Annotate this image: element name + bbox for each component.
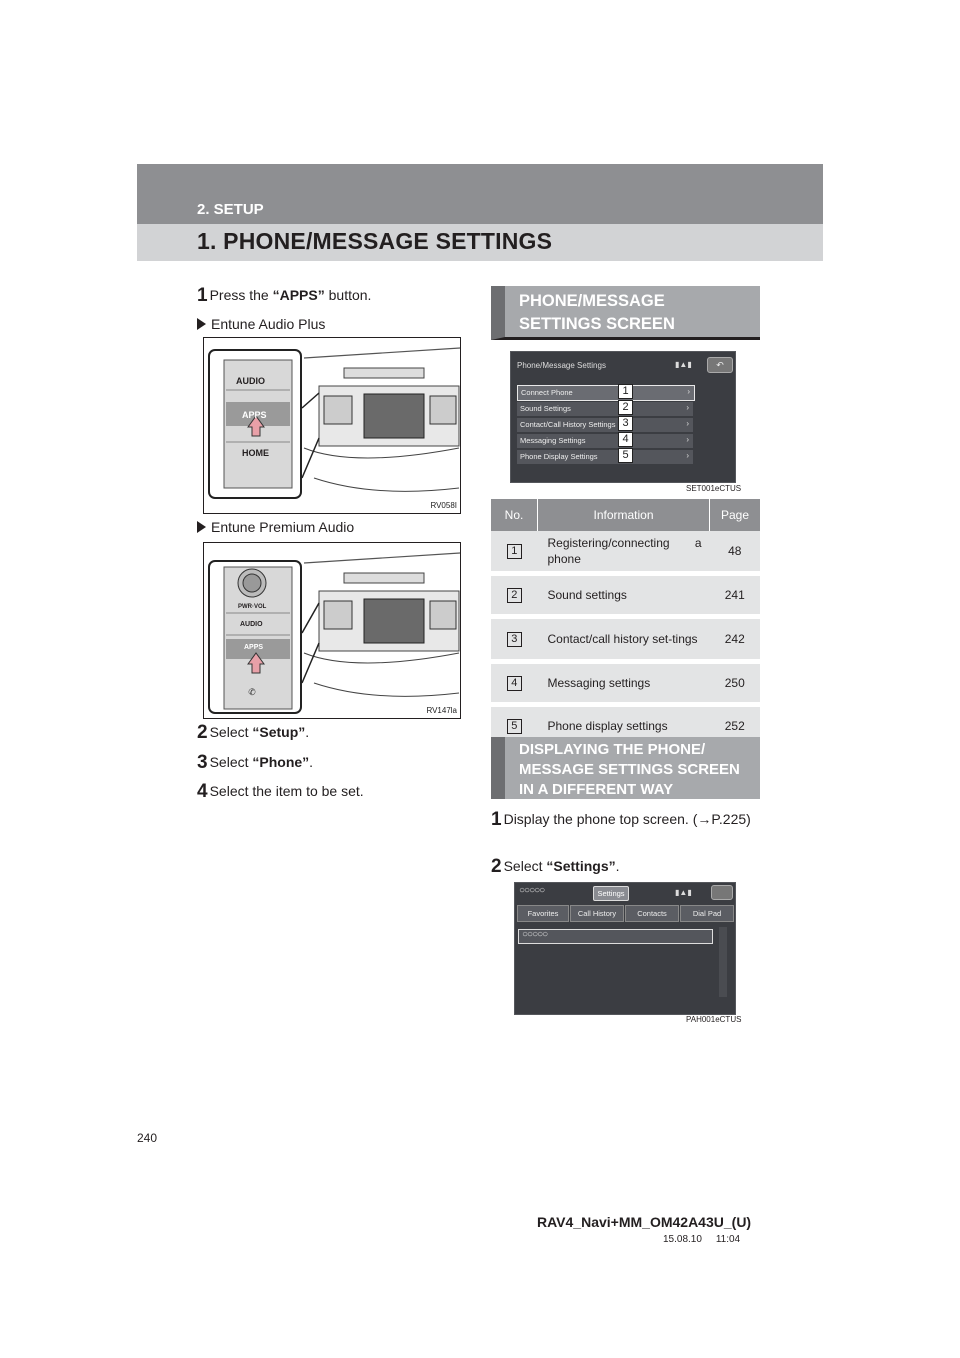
dashboard-illustration [204,543,460,718]
apps-button-label: APPS [242,410,267,420]
step-keyword: “Settings” [546,858,616,874]
list-item-label: ○○○○○ [522,929,548,940]
signal-icon: ▮▲▮ [675,360,692,369]
row-number-box: 5 [507,719,522,734]
settings-row-label: Messaging Settings [520,436,586,445]
home-button-label: HOME [242,448,269,458]
step-number: 1 [491,809,502,830]
row-information: Sound settings [538,574,710,617]
bullet-entune-premium-audio [197,519,354,535]
step-number: 3 [197,752,208,773]
step-text: Display the phone top screen. (→P.225) [503,811,751,827]
phone-top-screen [514,882,736,1015]
bullet-arrow-icon [197,521,206,533]
row-page: 252 [710,705,761,748]
row-number-box: 4 [507,676,522,691]
page-title: 1. PHONE/MESSAGE SETTINGS [197,228,553,254]
figure-premium-audio [203,542,461,719]
row-number-box: 3 [507,632,522,647]
settings-row-connect-phone[interactable] [517,385,695,401]
figure-code: RV147la [426,706,457,715]
step-text: . [309,754,314,770]
page-number: 240 [137,1131,158,1145]
step-keyword: “Setup” [252,724,306,740]
screen-code: PAH001eCTUS [686,1015,742,1024]
settings-row-messaging[interactable] [517,434,693,448]
step-number: 2 [197,722,208,743]
step-text: Press the [209,287,273,303]
screen-title: Phone/Message Settings [517,361,606,370]
table-row [491,662,760,705]
table-row [491,574,760,617]
table-header-no: No. [491,499,538,531]
left-step-2 [197,722,309,744]
row-information: Messaging settings [538,662,710,705]
table-header-information: Information [538,499,710,531]
tab-contacts[interactable]: Contacts [625,905,679,922]
chevron-right-icon: › [686,435,689,444]
table-row [491,531,760,574]
settings-row-phone-display[interactable] [517,450,693,464]
bullet-entune-audio-plus [197,316,325,332]
scrollbar[interactable] [719,927,727,997]
dashboard-illustration [204,338,460,513]
left-step-1 [197,285,371,307]
section-label: 2. SETUP [197,201,264,218]
step-text: button. [324,287,372,303]
bullet-text: Entune Premium Audio [211,519,355,535]
bullet-text: Entune Audio Plus [211,316,326,332]
screen-code: SET001eCTUS [686,484,742,493]
settings-button[interactable]: Settings [593,886,629,901]
settings-row-label: Phone Display Settings [520,452,598,461]
chevron-right-icon: › [687,387,690,396]
document-code: RAV4_Navi+MM_OM42A43U_(U) [537,1214,752,1230]
step-text: . [615,858,620,874]
row-page: 242 [710,617,761,662]
row-page: 48 [710,531,761,574]
callout-4: 4 [618,432,633,447]
pwr-vol-label: PWR·VOL [238,604,267,610]
tab-call-history[interactable]: Call History [570,905,624,922]
left-step-3 [197,752,313,774]
svg-text:✆: ✆ [248,688,256,698]
settings-row-label: Contact/Call History Settings [520,420,616,429]
step-number: 2 [491,856,502,877]
settings-table [491,499,760,750]
right-step-2 [491,856,620,878]
settings-row-sound[interactable] [517,402,693,416]
step-keyword: “Phone” [252,754,310,770]
phone-message-settings-screen [510,351,736,483]
back-button[interactable]: ↶ [707,357,733,373]
row-number-box: 1 [507,544,522,559]
chevron-right-icon: › [686,451,689,460]
callout-2: 2 [618,400,633,415]
row-information: Phone display settings [538,705,710,748]
chevron-right-icon: › [686,419,689,428]
row-page: 241 [710,574,761,617]
figure-audio-plus [203,337,461,514]
apps-button-label: APPS [244,644,264,651]
settings-row-contact-call-history[interactable] [517,418,693,432]
signal-icon: ▮▲▮ [675,888,692,897]
row-number-box: 2 [507,588,522,603]
row-page: 250 [710,662,761,705]
right-step-1 [491,809,760,830]
step-number: 4 [197,781,208,802]
step-text: Select the item to be set. [209,783,364,799]
callout-3: 3 [618,416,633,431]
settings-row-label: Sound Settings [520,404,571,413]
print-timestamp: 15.08.10 11:04 [663,1234,741,1245]
table-header-page: Page [710,499,761,531]
row-information: Registering/connecting a phone [538,531,710,574]
audio-button-label: AUDIO [240,621,263,628]
list-item[interactable] [518,929,713,944]
step-text: Select [503,858,547,874]
table-header-row [491,499,760,531]
close-icon[interactable] [711,885,733,900]
callout-5: 5 [618,448,633,463]
step-text: . [305,724,310,740]
step-text: Select [209,754,253,770]
device-name-circles: ○○○○○ [519,885,545,896]
settings-row-label: Connect Phone [521,388,573,397]
bullet-arrow-icon [197,318,206,330]
audio-button-label: AUDIO [236,376,265,386]
section-heading-settings-screen: PHONE/MESSAGE SETTINGS SCREEN [491,286,760,340]
left-step-4 [197,781,364,803]
callout-1: 1 [618,384,633,399]
step-keyword: “APPS” [272,287,325,303]
tab-dial-pad[interactable]: Dial Pad [680,905,734,922]
step-text: Select [209,724,253,740]
tab-favorites[interactable]: Favorites [517,905,569,922]
step-number: 1 [197,285,208,306]
chevron-right-icon: › [686,403,689,412]
figure-code: RV058I [430,501,457,510]
table-row [491,617,760,662]
section-heading-different-way: DISPLAYING THE PHONE/ MESSAGE SETTINGS SCREEN IN A DIFFERENT WAY [491,737,760,799]
row-information: Contact/call history set-tings [538,617,710,662]
